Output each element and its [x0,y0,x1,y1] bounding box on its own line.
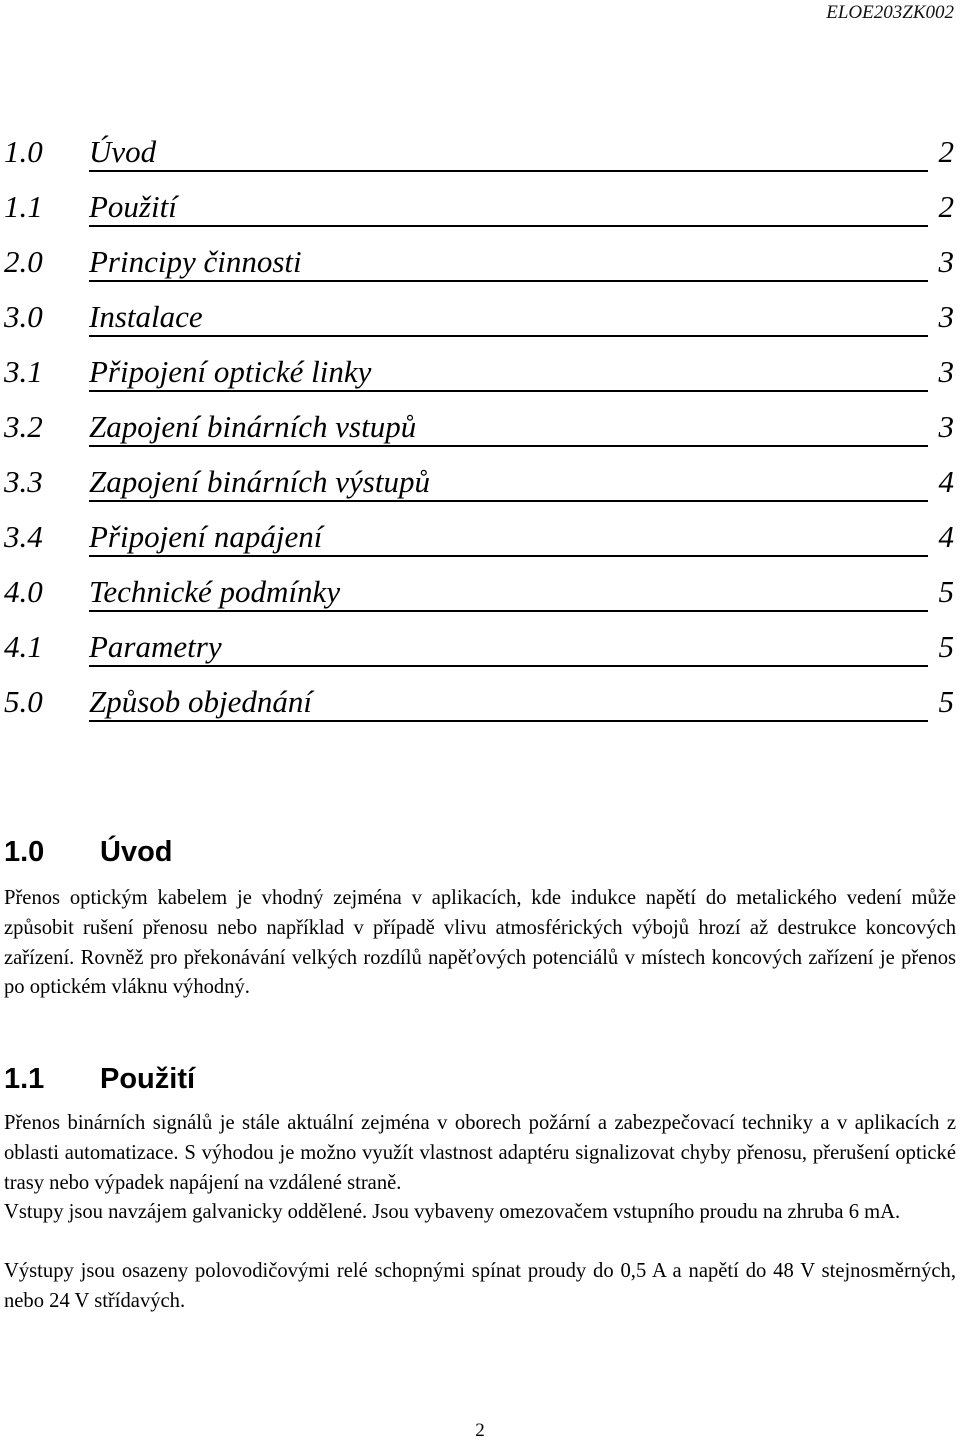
toc-leader-line [89,445,928,447]
toc-entry-page: 5 [938,629,954,664]
toc-entry-page: 3 [938,299,954,334]
toc-entry[interactable] [0,623,960,678]
toc-entry[interactable] [0,348,960,403]
toc-entry-page: 4 [938,464,954,499]
toc-entry-title: Technické podmínky [89,574,354,610]
toc-entry[interactable] [0,513,960,568]
toc-entry-number: 1.1 [4,189,43,224]
toc-entry-page: 4 [938,519,954,554]
toc-entry-title: Připojení napájení [89,519,336,555]
toc-leader-line [89,555,928,557]
toc-entry[interactable] [0,293,960,348]
toc-entry-number: 3.4 [4,519,43,554]
intro-paragraph: Přenos optickým kabelem je vhodný zejména v aplikacích, kde indukce napětí do metalického vedení může způsobit rušení přenosu nebo například v případě vlivu atmosférických výbojů hrozí až destrukce koncových zařízení. Rovněž pro překonávání velkých rozdílů napěťových potenciálů v místech koncových zařízení je přenos po optickém vláknu výhodný. [4,887,956,999]
usage-paragraph: Přenos binárních signálů je stále aktuální zejména v oborech požární a zabezpečovací techniky a v aplikacích z oblasti automatizace. S výhodou je možno využít vlastnost adaptéru signalizovat chyby přenosu, přerušení optické trasy nebo výpadek napájení na vzdálené straně. [4,1112,956,1194]
document-code: ELOE203ZK002 [826,2,954,23]
toc-entry[interactable] [0,183,960,238]
toc-leader-line [89,225,928,227]
table-of-contents [0,128,960,733]
toc-entry-number: 2.0 [4,244,43,279]
toc-entry[interactable] [0,238,960,293]
toc-entry[interactable] [0,403,960,458]
toc-entry-title: Použití [89,189,191,225]
toc-entry-number: 4.0 [4,574,43,609]
toc-entry-title: Způsob objednání [89,684,326,720]
toc-entry-title: Zapojení binárních výstupů [89,464,444,500]
toc-entry-number: 5.0 [4,684,43,719]
toc-entry-title: Připojení optické linky [89,354,385,390]
toc-entry-title: Úvod [89,134,170,170]
section-number: 1.0 [4,836,45,868]
usage-paragraph: Vstupy jsou navzájem galvanicky oddělené. Jsou vybaveny omezovačem vstupního proudu na zhruba 6 mA. [4,1201,901,1223]
toc-leader-line [89,610,928,612]
toc-entry-title: Principy činnosti [89,244,316,280]
toc-leader-line [89,170,928,172]
toc-entry-title: Parametry [89,629,236,665]
page-number: 2 [475,1420,485,1441]
section-title: Úvod [100,836,173,868]
toc-entry-page: 3 [938,354,954,389]
toc-entry-page: 2 [938,189,954,224]
toc-entry-number: 3.2 [4,409,43,444]
toc-entry-number: 3.3 [4,464,43,499]
toc-entry-number: 3.1 [4,354,43,389]
toc-entry-title: Instalace [89,299,217,335]
section-heading-intro [4,836,173,869]
toc-entry-number: 4.1 [4,629,43,664]
toc-entry[interactable] [0,568,960,623]
toc-leader-line [89,335,928,337]
toc-entry-number: 3.0 [4,299,43,334]
toc-entry-page: 3 [938,244,954,279]
toc-leader-line [89,390,928,392]
toc-leader-line [89,720,928,722]
section-title: Použití [100,1063,196,1095]
section-heading-usage [4,1063,195,1096]
toc-entry-page: 2 [938,134,954,169]
usage-paragraph: Výstupy jsou osazeny polovodičovými relé schopnými spínat proudy do 0,5 A a napětí do 48 V stejnosměrných, nebo 24 V střídavých. [4,1260,956,1312]
toc-entry[interactable] [0,128,960,183]
toc-entry-title: Zapojení binárních vstupů [89,409,430,445]
toc-entry-number: 1.0 [4,134,43,169]
toc-entry-page: 5 [938,684,954,719]
section-number: 1.1 [4,1063,45,1095]
toc-leader-line [89,280,928,282]
toc-entry-page: 5 [938,574,954,609]
toc-entry-page: 3 [938,409,954,444]
toc-leader-line [89,665,928,667]
toc-leader-line [89,500,928,502]
toc-entry[interactable] [0,458,960,513]
toc-entry[interactable] [0,678,960,733]
